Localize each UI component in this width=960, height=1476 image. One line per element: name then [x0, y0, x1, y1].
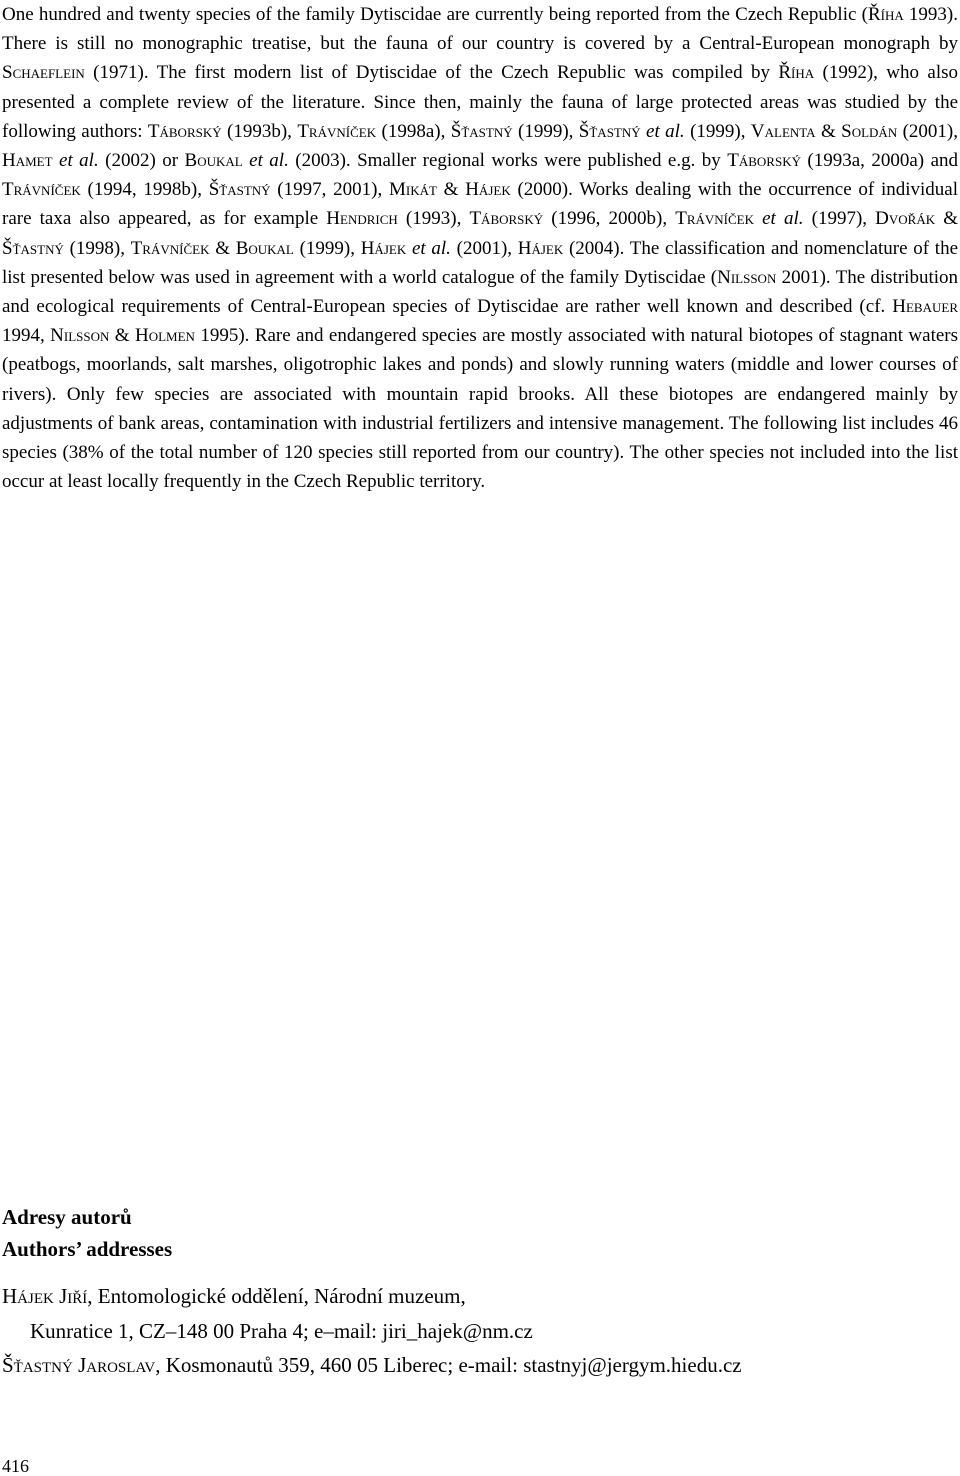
text-run: (1971). The first modern list of Dytiscidae of the Czech Republic was compiled by — [84, 62, 779, 84]
author-name: Hamet — [2, 150, 53, 172]
text-run: (1993a, 2000a) and — [800, 150, 958, 172]
text-run: (1993), — [397, 208, 470, 230]
text-run: (2003). Smaller regional works were published e.g. by — [288, 150, 728, 172]
text-run: 1995). Rare and endangered species are mostly associated with natural biotopes of stagnant waters (peatbogs, moorlands, salt marshes, oligotrophic lakes and ponds) and slowly running waters (middle and lower courses of rivers). Only few species are associated with mountain rapid brooks. All these biotopes are endangered mainly by adjustments of bank areas, contamination with industrial fertilizers and intensive management. The following list includes 46 species (38% of the total number of 120 species still reported from our country). The other species not included into the list occur at least locally frequently in the Czech Republic territory. — [2, 325, 959, 493]
text-run: & — [436, 179, 466, 201]
text-run: (2000). Works dealing with the occurrence of individual rare taxa also appeared, as for example — [2, 179, 959, 230]
et-al: et al. — [646, 120, 685, 142]
text-run: (1998), — [63, 237, 131, 259]
text-run: (1999), — [684, 120, 751, 142]
author-name: Boukal — [235, 237, 294, 259]
text-run: (2004). The classification and nomenclature of the list presented below was used in agreement with a world catalogue of the family Dytiscidae ( — [2, 237, 958, 288]
author-name: Říha — [778, 62, 815, 84]
author-name: Táborský — [469, 208, 544, 230]
author-name: Šťastný — [2, 237, 64, 259]
text-run: (1994, 1998b), — [80, 179, 209, 201]
author2-affiliation: , Kosmonautů 359, 460 05 Liberec; e-mail: stastnyj@jergym.hiedu.cz — [155, 1353, 742, 1377]
author-name: Schaeflein — [2, 62, 85, 84]
text-run: (2002) or — [98, 150, 185, 172]
page-number: 416 — [2, 1456, 29, 1476]
author-name: Boukal — [184, 150, 243, 172]
author-name: Táborský — [147, 120, 222, 142]
text-run: & — [815, 120, 842, 142]
author1-address-line2: Kunratice 1, CZ–148 00 Praha 4; e–mail: jiri_hajek@nm.cz — [30, 1318, 533, 1343]
text-run: (1999), — [512, 120, 579, 142]
author-name: Táborský — [727, 150, 801, 172]
text-run: (1997), — [803, 208, 876, 230]
heading-czech: Adresy autorů — [2, 1205, 132, 1229]
text-run: 1993). There is still no monographic treatise, but the fauna of our country is covered by a Central-European monograph by — [2, 4, 959, 55]
text-run: (1998a), — [376, 120, 451, 142]
author-name: Soldán — [841, 120, 898, 142]
et-al: et al. — [762, 208, 804, 230]
text-run: & — [935, 208, 959, 230]
text-run: (1997, 2001), — [270, 179, 389, 201]
author2-name: Šťastný Jaroslav — [2, 1353, 156, 1377]
text-run: (1999), — [293, 237, 361, 259]
author-name: Říha — [867, 4, 904, 25]
author-name: Holmen — [134, 325, 195, 347]
text-run: & — [109, 325, 135, 347]
author1-name: Hájek Jiří — [2, 1284, 88, 1308]
author-name: Nilsson — [50, 325, 110, 347]
author-addresses — [2, 1279, 742, 1383]
text-run: 1994, — [2, 325, 51, 347]
author-name: Hájek — [465, 179, 511, 201]
author-name: Šťastný — [208, 179, 271, 201]
text-run: 2001). The distribution and ecological requirements of Central-European species of Dytiscidae are rather well known and described (cf. — [2, 266, 958, 318]
author-name: Hendrich — [326, 208, 398, 230]
text-run: (2001), — [450, 237, 518, 259]
text-run: (1992), who also presented a complete review of the literature. Since then, mainly the fauna of large protected areas was studied by the following authors: — [2, 62, 958, 142]
author-name: Hájek — [517, 237, 564, 259]
et-al: et al. — [411, 237, 451, 259]
text-run: & — [209, 237, 236, 259]
text-run: (2001), — [897, 120, 959, 142]
author1-affiliation: , Entomologické oddělení, Národní muzeum, — [87, 1284, 466, 1308]
author-name: Hebauer — [892, 296, 958, 318]
author-name: Trávníček — [297, 120, 377, 142]
author-name: Šťastný — [578, 120, 641, 142]
author-name: Hájek — [360, 237, 407, 259]
author-name: Valenta — [750, 120, 816, 142]
text-run: (1996, 2000b), — [543, 208, 676, 230]
heading-english: Authors’ addresses — [2, 1237, 173, 1261]
text-run: One hundred and twenty species of the family Dytiscidae are currently being reported from the Czech Republic ( — [2, 4, 868, 25]
text-run: (1993b), — [221, 120, 298, 142]
author-name: Trávníček — [2, 179, 81, 201]
addresses-heading — [2, 1201, 172, 1265]
author-name: Šťastný — [450, 120, 513, 142]
author-name: Mikát — [388, 179, 437, 201]
author-name: Trávníček — [130, 237, 210, 259]
et-al: et al. — [59, 150, 99, 172]
author-name: Nilsson — [717, 266, 777, 288]
et-al: et al. — [249, 150, 289, 172]
text-run — [754, 208, 762, 229]
author2-address-line — [2, 1348, 742, 1383]
author-name: Trávníček — [675, 208, 754, 230]
body-paragraph — [2, 0, 958, 496]
author-name: Dvořák — [875, 208, 936, 230]
author1-address-line1 — [2, 1279, 742, 1314]
